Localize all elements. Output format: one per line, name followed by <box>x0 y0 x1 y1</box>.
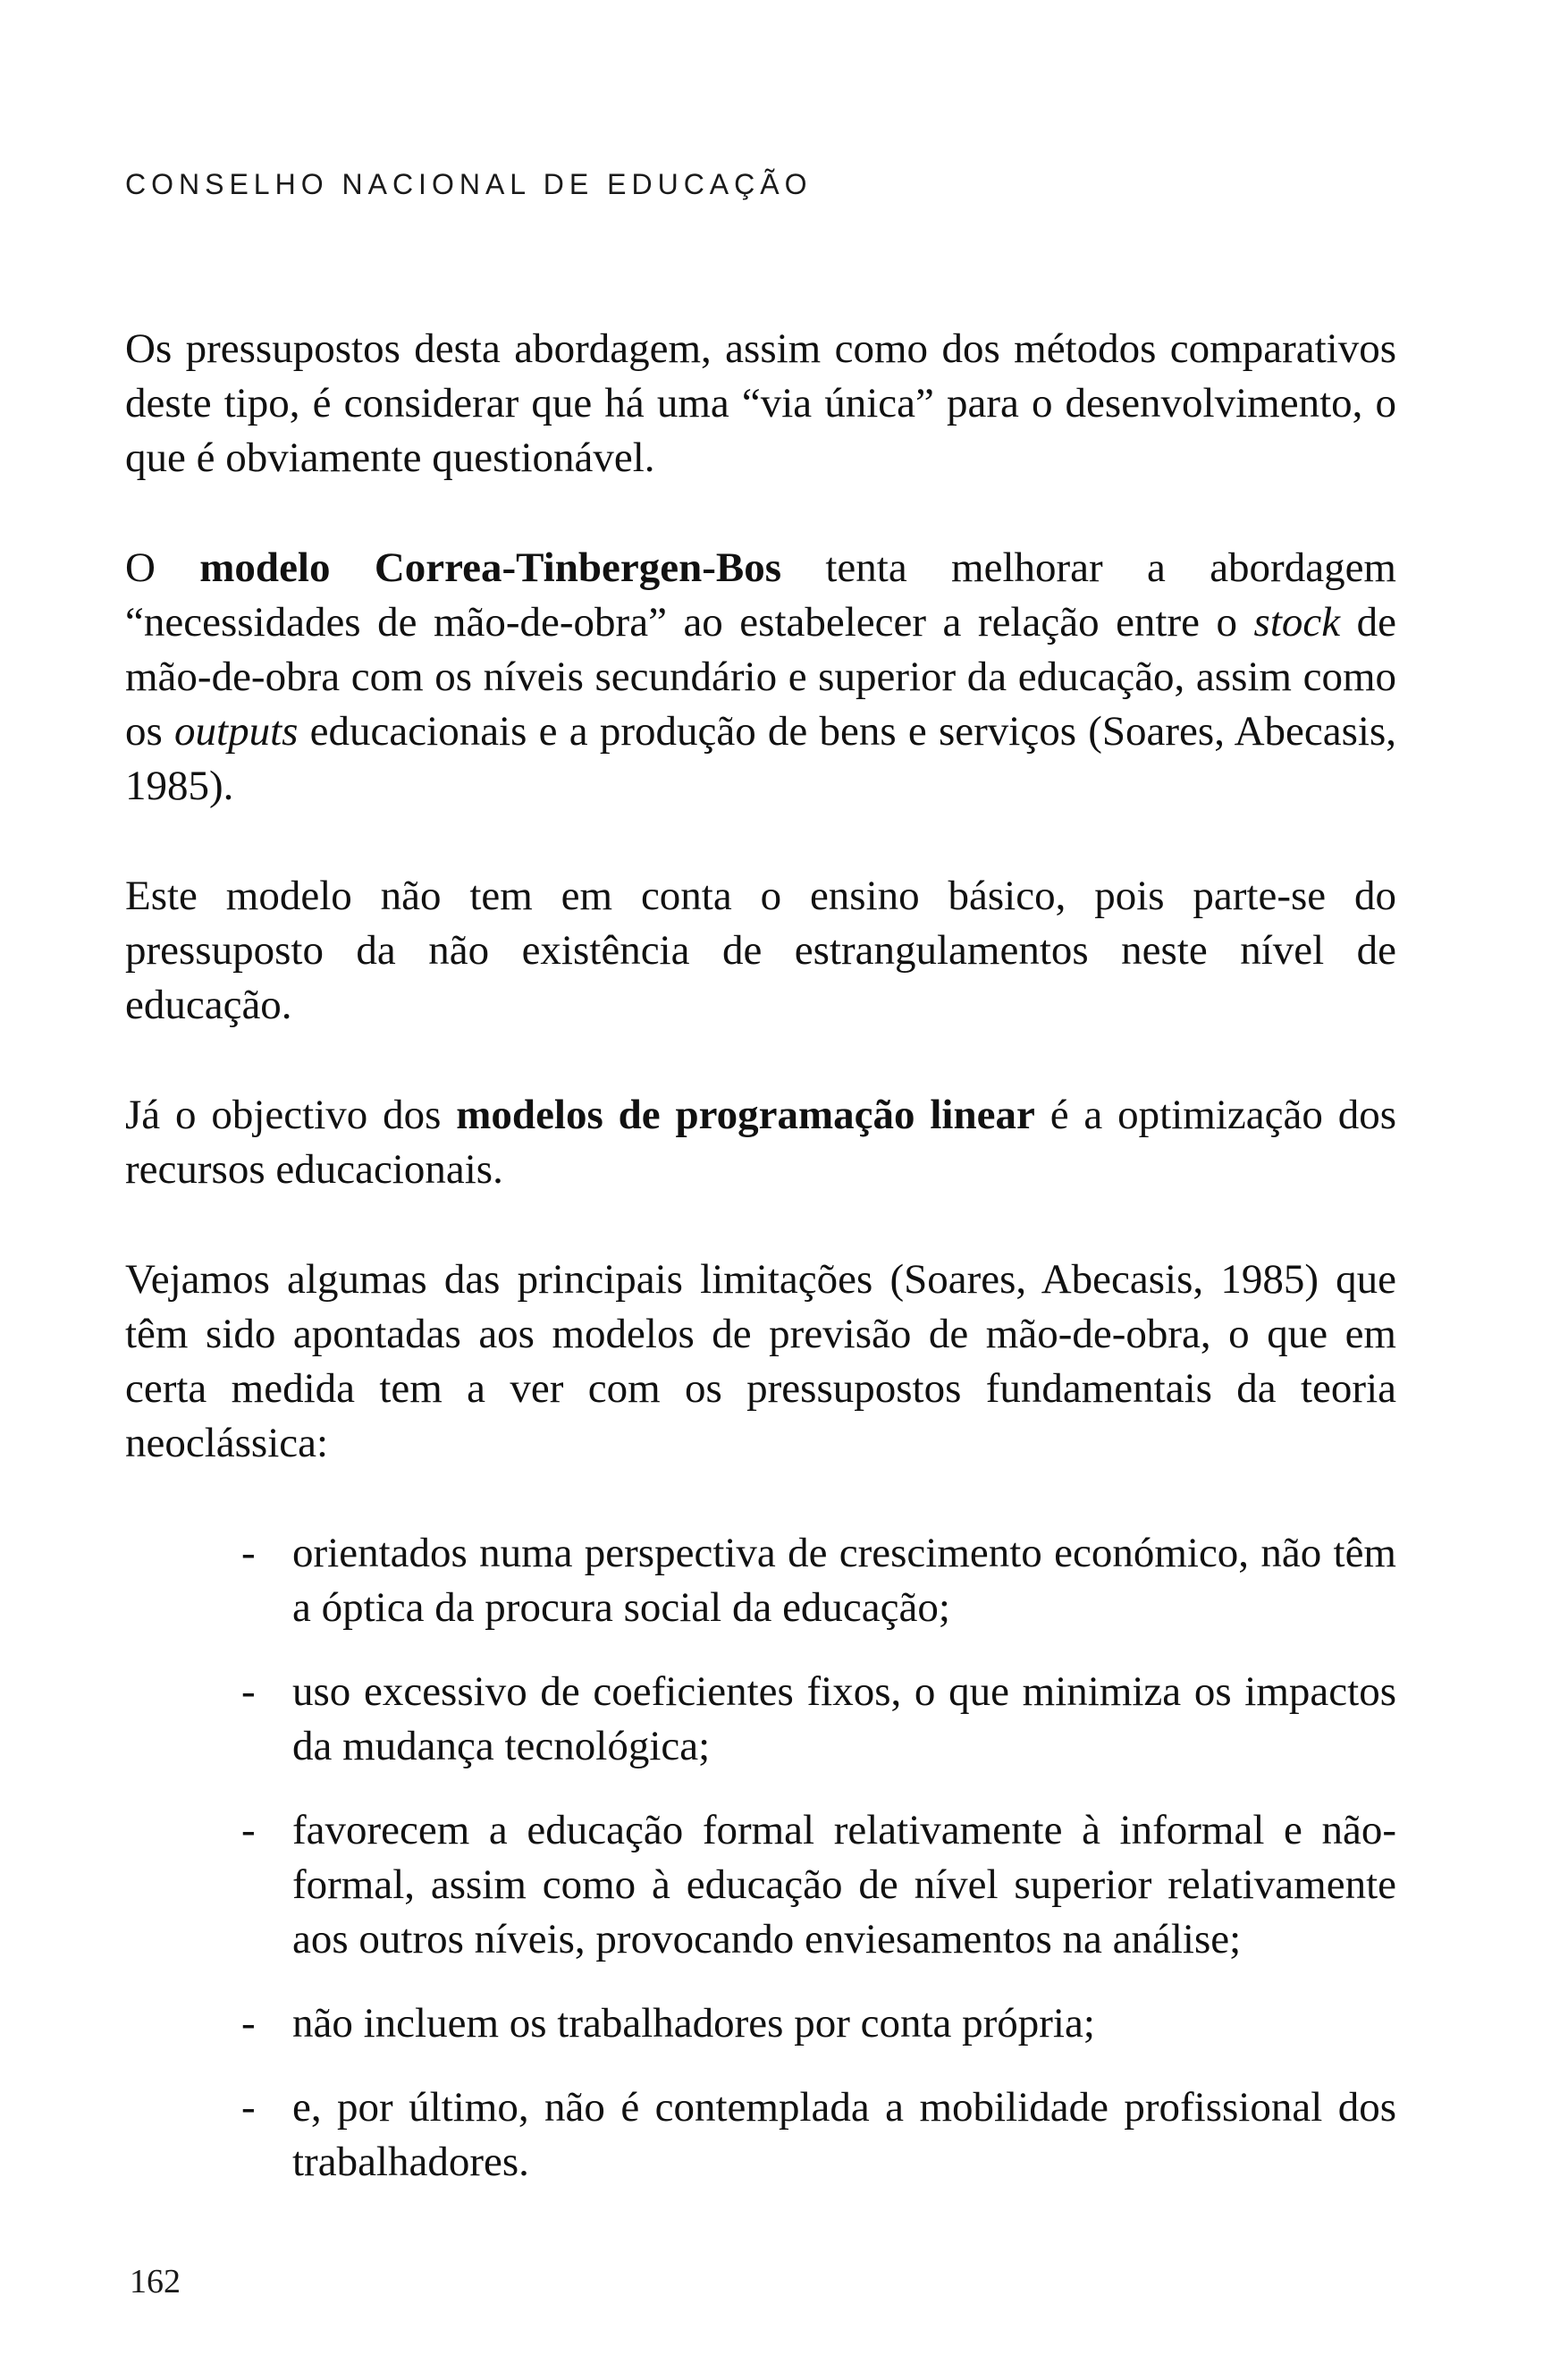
body-text <box>125 322 1396 2219</box>
paragraph-linear-programming <box>125 1088 1396 1197</box>
list-item-text: e, por último, não é contemplada a mobilidade profissional dos trabalhadores. <box>292 2084 1396 2185</box>
paragraph-text-start: Já o objectivo dos <box>125 1092 457 1138</box>
list-marker: - <box>241 2000 256 2047</box>
paragraph-limitations-intro: Vejamos algumas das principais limitações (Soares, Abecasis, 1985) que têm sido apontadas aos modelos de previsão de mão-de-obra, o que em certa medida tem a ver com os pressupostos fundamentais da teoria neoclássica: <box>125 1256 1396 1466</box>
paragraph-correa-tinbergen-bos <box>125 541 1396 814</box>
italic-term-outputs: outputs <box>174 708 299 755</box>
running-header: CONSELHO NACIONAL DE EDUCAÇÃO <box>125 168 813 200</box>
list-marker: - <box>241 1668 256 1715</box>
list-marker: - <box>241 1807 256 1853</box>
list-item <box>125 1996 1396 2051</box>
page-number: 162 <box>130 2263 181 2300</box>
paragraph-text-end: é a optimização dos recursos educacionais. <box>125 1092 1396 1193</box>
paragraph-basic-education: Este modelo não tem em conta o ensino básico, pois parte-se do pressuposto da não existência de estrangulamentos neste nível de educação. <box>125 873 1396 1028</box>
list-item-text: orientados numa perspectiva de crescimento económico, não têm a óptica da procura social da educação; <box>292 1530 1396 1631</box>
limitations-list <box>125 1526 1396 2190</box>
list-item <box>125 1526 1396 1635</box>
list-item-text: não incluem os trabalhadores por conta própria; <box>292 2000 1095 2047</box>
italic-term-stock: stock <box>1253 599 1341 646</box>
list-item <box>125 2080 1396 2190</box>
paragraph-assumptions: Os pressupostos desta abordagem, assim como dos métodos comparativos deste tipo, é considerar que há uma “via única” para o desenvolvimento, o que é obviamente questionável. <box>125 325 1396 481</box>
paragraph-text: tenta melhorar a abordagem “necessidades de mão-de-obra” ao estabelecer a relação entre o <box>125 544 1396 646</box>
list-item <box>125 1803 1396 1967</box>
paragraph-text-end: educacionais e a produção de bens e serviços (Soares, Abecasis, 1985). <box>125 708 1396 809</box>
list-item <box>125 1665 1396 1774</box>
bold-term-linear-programming: modelos de programação linear <box>456 1092 1035 1138</box>
list-item-text: uso excessivo de coeficientes fixos, o que minimiza os impactos da mudança tecnológica; <box>292 1668 1396 1769</box>
list-item-text: favorecem a educação formal relativamente à informal e não-formal, assim como à educação de nível superior relativamente aos outros níveis, provocando enviesamentos na análise; <box>292 1807 1396 1962</box>
list-marker: - <box>241 2084 256 2131</box>
paragraph-text: de mão-de-obra com os níveis secundário e superior da educação, assim como os <box>125 599 1396 755</box>
bold-term-correa-tinbergen-bos: modelo Correa-Tinbergen-Bos <box>199 544 782 591</box>
list-marker: - <box>241 1530 256 1576</box>
paragraph-text-start: O <box>125 544 200 591</box>
